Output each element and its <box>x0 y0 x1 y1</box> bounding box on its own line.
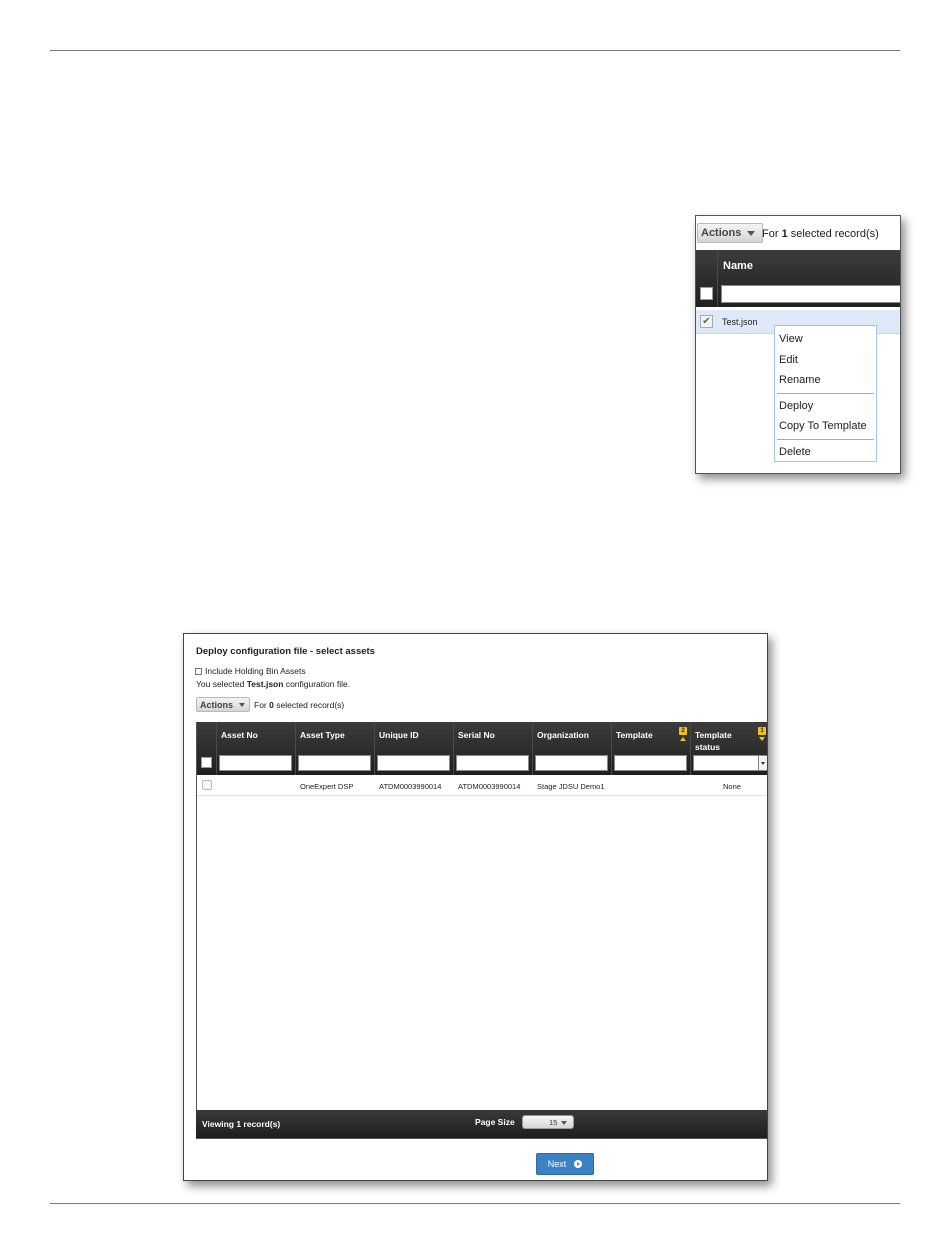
cell-asset-type: OneExpert DSP <box>300 782 354 791</box>
column-asset-no[interactable] <box>217 722 296 775</box>
column-header-serial-no: Serial No <box>458 730 495 740</box>
organization-filter-input[interactable] <box>535 755 608 771</box>
template-filter-input[interactable] <box>614 755 687 771</box>
selection-prefix: For <box>254 700 267 710</box>
column-serial-no[interactable] <box>454 722 533 775</box>
column-header-asset-type: Asset Type <box>300 730 345 740</box>
sort-priority-badge: 1 <box>758 727 766 735</box>
page-size-select[interactable] <box>522 1115 574 1129</box>
selection-summary <box>762 228 879 240</box>
cell-unique-id: ATDM0003990014 <box>379 782 442 791</box>
select-all-checkbox[interactable] <box>700 287 713 300</box>
table-row[interactable] <box>197 776 768 796</box>
sort-ascending-icon <box>680 737 686 741</box>
page-size-value: 15 <box>549 1118 558 1127</box>
selection-suffix: selected record(s) <box>790 228 879 240</box>
name-filter-input[interactable] <box>721 285 901 303</box>
selected-suffix: configuration file. <box>285 679 351 689</box>
column-header-asset-no: Asset No <box>221 730 258 740</box>
chevron-down-icon <box>239 703 245 707</box>
page-size-label: Page Size <box>475 1117 515 1127</box>
column-header-organization: Organization <box>537 730 589 740</box>
column-header-template-status: Template status <box>695 730 732 752</box>
select-all-checkbox[interactable] <box>201 757 212 768</box>
column-organization[interactable] <box>533 722 612 775</box>
selection-summary <box>254 700 344 710</box>
chevron-down-icon[interactable] <box>758 756 767 770</box>
serial-no-filter-input[interactable] <box>456 755 529 771</box>
actions-button[interactable] <box>196 697 250 712</box>
chevron-down-icon <box>747 231 755 236</box>
menu-item-rename[interactable]: Rename <box>779 374 821 386</box>
row-file-name: Test.json <box>722 317 758 327</box>
row-checkbox[interactable] <box>202 780 212 790</box>
dialog-title: Deploy configuration file - select assets <box>196 646 375 657</box>
record-count: Viewing 1 record(s) <box>202 1119 281 1129</box>
selection-count: 1 <box>781 228 788 240</box>
checkbox-column <box>197 722 217 775</box>
template-status-filter-select[interactable] <box>693 755 768 771</box>
column-header-template: Template <box>616 730 653 740</box>
menu-separator <box>777 393 874 394</box>
grid-header <box>696 250 900 307</box>
include-holding-bin-option[interactable] <box>195 666 306 676</box>
assets-grid <box>196 722 768 1139</box>
selection-prefix: For <box>762 228 779 240</box>
asset-no-filter-input[interactable] <box>219 755 292 771</box>
menu-item-deploy[interactable]: Deploy <box>779 399 814 412</box>
top-divider <box>50 50 900 51</box>
include-holding-bin-label: Include Holding Bin Assets <box>205 666 306 676</box>
chevron-down-icon <box>561 1121 567 1125</box>
include-holding-bin-checkbox[interactable] <box>195 668 202 675</box>
menu-item-edit[interactable]: Edit <box>779 353 798 366</box>
column-template-status[interactable] <box>691 722 768 775</box>
sort-priority-badge: 2 <box>679 727 687 735</box>
column-unique-id[interactable] <box>375 722 454 775</box>
deploy-dialog-screenshot <box>183 633 768 1181</box>
actions-button[interactable] <box>697 223 763 243</box>
actions-label: Actions <box>701 227 742 239</box>
bottom-divider <box>50 1203 900 1204</box>
arrow-right-circle-icon <box>574 1160 582 1168</box>
asset-type-filter-input[interactable] <box>298 755 371 771</box>
row-checkbox[interactable]: ✔ <box>700 315 713 328</box>
menu-item-delete[interactable]: Delete <box>779 445 811 458</box>
selected-file-name: Test.json <box>246 679 284 689</box>
column-template[interactable] <box>612 722 691 775</box>
unique-id-filter-input[interactable] <box>377 755 450 771</box>
selection-suffix: selected record(s) <box>276 700 345 710</box>
selection-count: 0 <box>269 700 274 710</box>
cell-organization: Stage JDSU Demo1 <box>537 782 605 791</box>
actions-bar <box>696 216 900 250</box>
grid-footer <box>196 1110 768 1138</box>
menu-separator <box>777 439 874 440</box>
column-header-unique-id: Unique ID <box>379 730 419 740</box>
menu-item-copy-to-template[interactable]: Copy To Template <box>779 420 867 432</box>
cell-serial-no: ATDM0003990014 <box>458 782 521 791</box>
next-label: Next <box>547 1159 567 1169</box>
cell-template-status: None <box>723 782 741 791</box>
column-header-name[interactable]: Name <box>723 260 753 272</box>
column-asset-type[interactable] <box>296 722 375 775</box>
selected-file-message <box>196 679 350 689</box>
sort-descending-icon <box>759 737 765 741</box>
selected-prefix: You selected <box>196 679 245 689</box>
menu-item-view[interactable]: View <box>779 333 803 345</box>
grid-header <box>197 722 768 775</box>
context-menu <box>774 325 877 462</box>
next-button[interactable] <box>536 1153 594 1175</box>
context-menu-screenshot <box>695 215 901 474</box>
actions-label: Actions <box>200 699 234 710</box>
